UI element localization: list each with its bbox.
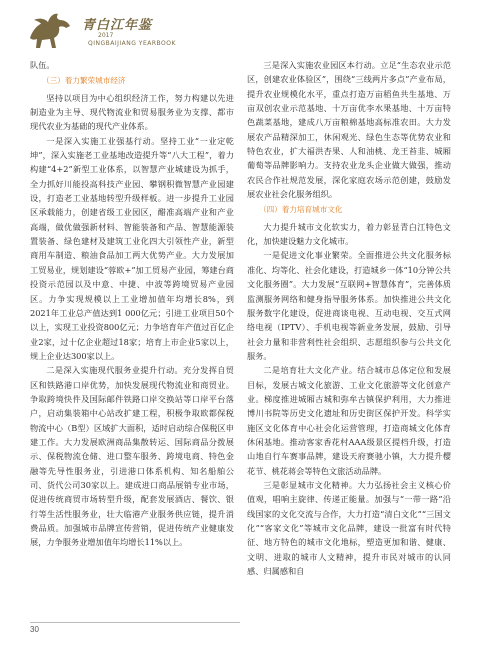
paragraph: 二是深入实施现代服务业提升行动。充分发挥自贸区和铁路港口岸优势，加快发展现代物流业和商贸业。争取跨境快件及国际邮件铁路口岸交换站等口岸平台落户，启动集装箱中心站改扩建工程，积极争取欧都保税物流中心（B型）区域扩大面积，适时启动综合保税区申建工作。大力发展欧洲商品集散转运、国际商品分拨展示、保税物流仓储、进口整车服务、跨境电商、特色金融等先导性服务业，引进港口体系机构、知名船舶公司、货代公司30家以上。建成进口商品展销专业市场，促进传统商贸市场转型升级，配套发展酒店、餐饮、银行等生活性服务业，壮大临港产业服务供应链，提升消费品质。加强城市品牌宣传营销，促进传统产业健康发展，力争服务业增加值年均增长11%以上。 xyxy=(30,365,234,548)
paragraph: 二是培育壮大文化产业。结合城市总体定位和发展目标，发展古城文化旅游、工业文化旅游等文化创意产业。梯度推进城厢古城和弥牟古镇保护利用，大力推进博川书院等历史文化遗址和历史街区保护开发。科学实施区文化体育中心社会化运营管理，打造商城文化体育休闲基地。推动客家香花村AAA级景区提档升级，打造山地自行车赛事品牌，建设天府赛驰小镇，大力提升樱花节、桃花蒋会等特色文旅活动品牌。 xyxy=(247,365,451,476)
yearbook-header xyxy=(24,8,244,60)
section-heading: （三）着力繁荣城市经济 xyxy=(42,76,126,86)
yearbook-title: 青白江年鉴 xyxy=(82,18,153,33)
horse-logo-icon xyxy=(24,8,84,52)
yearbook-subtitle: QINGBAIJIANG YEARBOOK xyxy=(88,40,176,47)
paragraph: 三是深入实施农业园区本行动。立足“生态农业示范区，创建农业体验区”，围绕“三线两片多点”产业布局，提升农业规模化水平，重点打造万亩稻鱼共生基地、万亩双创农业示范基地、十万亩优李水果基地、十万亩特色蔬菜基地，建成八万亩粮棉基地高标准农田。大力发展农产品精深加工，休闲观光、绿色生态等优势农业和特色农业，扩大福洪杏果、人和油桃、龙王苔韭、城厢葡萄等品牌影响力。支持农业龙头企业做大做强，推动农民合作社规范发展，深化家庭农场示范创建，鼓励发展农业社会化服务组织。 xyxy=(247,60,451,200)
yearbook-year: 2017 xyxy=(98,32,114,39)
footer-divider xyxy=(30,622,240,623)
paragraph: 坚持以项目为中心组织经济工作，努力构建以先进制造业为主导、现代物流业和贸易服务业为支撑、都市现代农业为基础的现代产业体系。 xyxy=(30,92,234,132)
paragraph: 三是彰显城市文化精神。大力弘扬社会主义核心价值观，唱响主旋律、传递正能量。加强与“一带一路”沿线国家的文化交流与合作，大力打造“清白文化”“三国文化”“客家文化”等城市文化品牌，建设一批富有时代特征、地方特色的城市文化地标，塑造更加和谐、健康、文明、进取的城市人文精神，提升市民对城市的认同感、归属感和自 xyxy=(247,479,451,577)
paragraph: 队伍。 xyxy=(30,60,55,70)
paragraph: 一是促进文化事业繁荣。全面推进公共文化服务标准化、均等化、社会化建设，打造城乡一体“10分钟公共文化服务圈”。大力发展“互联网+智慧体育”，完善体质监测服务网络和健身指导服务体系。加快推进公共文化服务数字化建设，促进商谈电视、互动电视、交互式网络电视（IPTV）、手机电视等新业务发展，鼓励、引导社会力量和非营利性社会组织、志愿组织参与公共文化服务。 xyxy=(247,250,451,361)
left-column xyxy=(30,58,234,550)
paragraph: 大力提升城市文化软实力，着力彰显青白江特色文化，加快建设魅力文化城市。 xyxy=(247,221,451,247)
paragraph: 一是深入实施工业强基行动。坚持工业“一业定乾坤”，深入实施老工业基地改造提升等“八大工程”，着力构建“4+2”新型工业体系，以智慧产业城建设为抓手，全力抓好川能投高科技产业园、攀钢积微智慧产业园建设，打造老工业基地转型升级样板。进一步提升工业园区承载能力，创建省级工业园区，醋准高端产业和产业高端，做优做强新材料、智能装备和产品、智慧能源装置装备、绿色建材及建筑工业化四大引领性产业，新型商用车制造、粮油食品加工两大优势产业。大力发展加工贸易业，规划建设“蓉欧+”加工贸易产业园，筹建台商投资示范园以及中意、中捷、中波等跨境贸易产业园区。力争实现规模以上工业增加值年均增长8%，到2021年工业总产值达到1 000亿元；引进工业项目50个以上，实现工业投资800亿元；力争培育年产值过百亿企业2家，过十亿企业超过18家；培育上市企业5家以上，规上企业达300家以上。 xyxy=(30,135,234,361)
section-heading: （四）着力培育城市文化 xyxy=(259,205,343,215)
page-number: 30 xyxy=(30,625,39,634)
right-column xyxy=(247,58,451,578)
